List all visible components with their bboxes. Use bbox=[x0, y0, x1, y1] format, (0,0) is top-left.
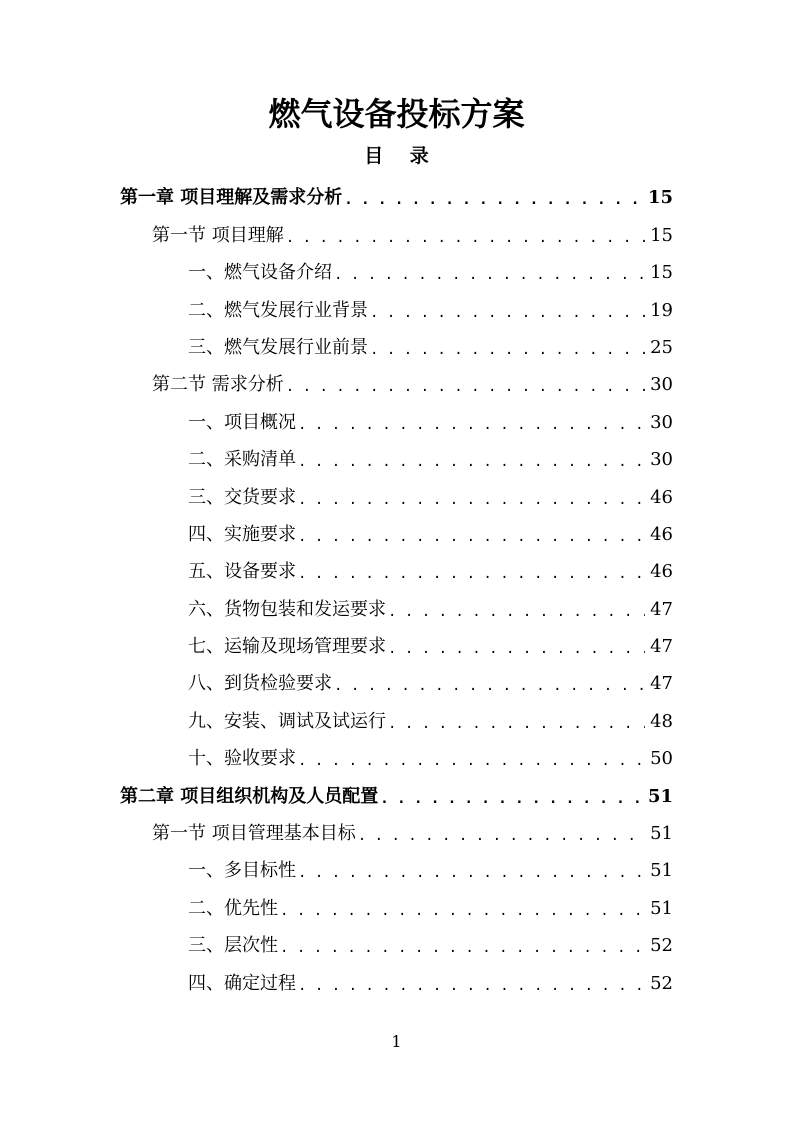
toc-entry-page: 48 bbox=[650, 710, 673, 732]
toc-entry-text: 一、燃气设备介绍 bbox=[188, 262, 332, 284]
document-title: 燃气设备投标方案 bbox=[268, 95, 525, 133]
toc-entry-page: 47 bbox=[650, 598, 673, 620]
toc-entry-text: 二、优先性 bbox=[188, 897, 278, 919]
toc-heading: 目 录 bbox=[364, 145, 439, 167]
toc-dot-leader bbox=[298, 451, 645, 473]
toc-entry-page: 30 bbox=[650, 411, 673, 433]
toc-section-entry[interactable] bbox=[120, 211, 673, 248]
toc-section-entry[interactable] bbox=[120, 810, 673, 847]
toc-subsection-entry[interactable] bbox=[120, 884, 673, 921]
toc-subsection-entry[interactable] bbox=[120, 585, 673, 622]
toc-subsection-entry[interactable] bbox=[120, 922, 673, 959]
toc-dot-leader bbox=[388, 713, 645, 735]
toc-entry-page: 51 bbox=[650, 823, 673, 845]
toc-dot-leader bbox=[388, 638, 645, 660]
toc-dot-leader bbox=[370, 302, 645, 324]
toc-entry-text: 三、燃气发展行业前景 bbox=[188, 336, 368, 358]
toc-subsection-entry[interactable] bbox=[120, 286, 673, 323]
toc-subsection-entry[interactable] bbox=[120, 959, 673, 996]
toc-entry-text: 一、多目标性 bbox=[188, 860, 296, 882]
toc-entry-text: 六、货物包装和发运要求 bbox=[188, 598, 386, 620]
toc-entry-text: 十、验收要求 bbox=[188, 748, 296, 770]
toc-entry-page: 52 bbox=[650, 972, 673, 994]
toc-subsection-entry[interactable] bbox=[120, 847, 673, 884]
toc-dot-leader bbox=[298, 526, 645, 548]
toc-dot-leader bbox=[298, 975, 645, 997]
toc-entry-text: 第二节 需求分析 bbox=[152, 374, 284, 396]
toc-subsection-entry[interactable] bbox=[120, 398, 673, 435]
toc-entry-page: 51 bbox=[650, 860, 673, 882]
toc-entry-text: 三、层次性 bbox=[188, 935, 278, 957]
toc-subsection-entry[interactable] bbox=[120, 623, 673, 660]
toc-subsection-entry[interactable] bbox=[120, 324, 673, 361]
toc-dot-leader bbox=[286, 376, 645, 398]
toc-subsection-entry[interactable] bbox=[120, 436, 673, 473]
toc-entry-text: 四、确定过程 bbox=[188, 972, 296, 994]
toc-entry-page: 25 bbox=[650, 336, 673, 358]
toc-dot-leader bbox=[298, 489, 645, 511]
toc-entry-page: 50 bbox=[650, 748, 673, 770]
toc-entry-text: 八、到货检验要求 bbox=[188, 673, 332, 695]
toc-entry-page: 51 bbox=[647, 785, 673, 807]
toc-entry-page: 46 bbox=[650, 561, 673, 583]
toc-dot-leader bbox=[298, 862, 645, 884]
toc-chapter-entry[interactable] bbox=[120, 772, 673, 809]
toc-entry-text: 二、燃气发展行业背景 bbox=[188, 299, 368, 321]
toc-entry-page: 30 bbox=[650, 449, 673, 471]
toc-dot-leader bbox=[280, 900, 645, 922]
toc-entry-text: 第一节 项目理解 bbox=[152, 224, 284, 246]
toc-subsection-entry[interactable] bbox=[120, 511, 673, 548]
toc-dot-leader bbox=[298, 563, 645, 585]
toc-dot-leader bbox=[380, 788, 644, 810]
toc-entry-page: 47 bbox=[650, 636, 673, 658]
toc-entry-page: 19 bbox=[650, 299, 673, 321]
toc-entry-page: 46 bbox=[650, 523, 673, 545]
toc-dot-leader bbox=[298, 750, 645, 772]
toc-dot-leader bbox=[286, 227, 645, 249]
toc-entry-text: 五、设备要求 bbox=[188, 561, 296, 583]
toc-entry-text: 二、采购清单 bbox=[188, 449, 296, 471]
toc-entry-page: 15 bbox=[650, 262, 673, 284]
table-of-contents bbox=[120, 174, 673, 997]
toc-section-entry[interactable] bbox=[120, 361, 673, 398]
toc-dot-leader bbox=[298, 414, 645, 436]
toc-dot-leader bbox=[388, 601, 645, 623]
toc-entry-page: 30 bbox=[650, 374, 673, 396]
toc-entry-page: 46 bbox=[650, 486, 673, 508]
toc-dot-leader bbox=[334, 264, 645, 286]
toc-dot-leader bbox=[358, 825, 645, 847]
toc-entry-text: 第二章 项目组织机构及人员配置 bbox=[120, 785, 379, 807]
toc-entry-text: 四、实施要求 bbox=[188, 523, 296, 545]
toc-dot-leader bbox=[344, 189, 644, 211]
toc-entry-page: 15 bbox=[647, 187, 673, 209]
page-number: 1 bbox=[391, 1032, 402, 1051]
toc-entry-text: 第一章 项目理解及需求分析 bbox=[120, 187, 343, 209]
toc-entry-text: 七、运输及现场管理要求 bbox=[188, 636, 386, 658]
toc-entry-page: 51 bbox=[650, 897, 673, 919]
toc-dot-leader bbox=[280, 937, 645, 959]
toc-entry-page: 52 bbox=[650, 935, 673, 957]
toc-subsection-entry[interactable] bbox=[120, 735, 673, 772]
toc-dot-leader bbox=[370, 339, 645, 361]
toc-chapter-entry[interactable] bbox=[120, 174, 673, 211]
toc-entry-text: 九、安装、调试及试运行 bbox=[188, 710, 386, 732]
toc-subsection-entry[interactable] bbox=[120, 548, 673, 585]
toc-subsection-entry[interactable] bbox=[120, 249, 673, 286]
toc-entry-text: 第一节 项目管理基本目标 bbox=[152, 823, 356, 845]
toc-subsection-entry[interactable] bbox=[120, 660, 673, 697]
toc-subsection-entry[interactable] bbox=[120, 697, 673, 734]
toc-dot-leader bbox=[334, 675, 645, 697]
toc-entry-page: 47 bbox=[650, 673, 673, 695]
toc-entry-text: 三、交货要求 bbox=[188, 486, 296, 508]
toc-subsection-entry[interactable] bbox=[120, 473, 673, 510]
toc-entry-text: 一、项目概况 bbox=[188, 411, 296, 433]
toc-entry-page: 15 bbox=[650, 224, 673, 246]
